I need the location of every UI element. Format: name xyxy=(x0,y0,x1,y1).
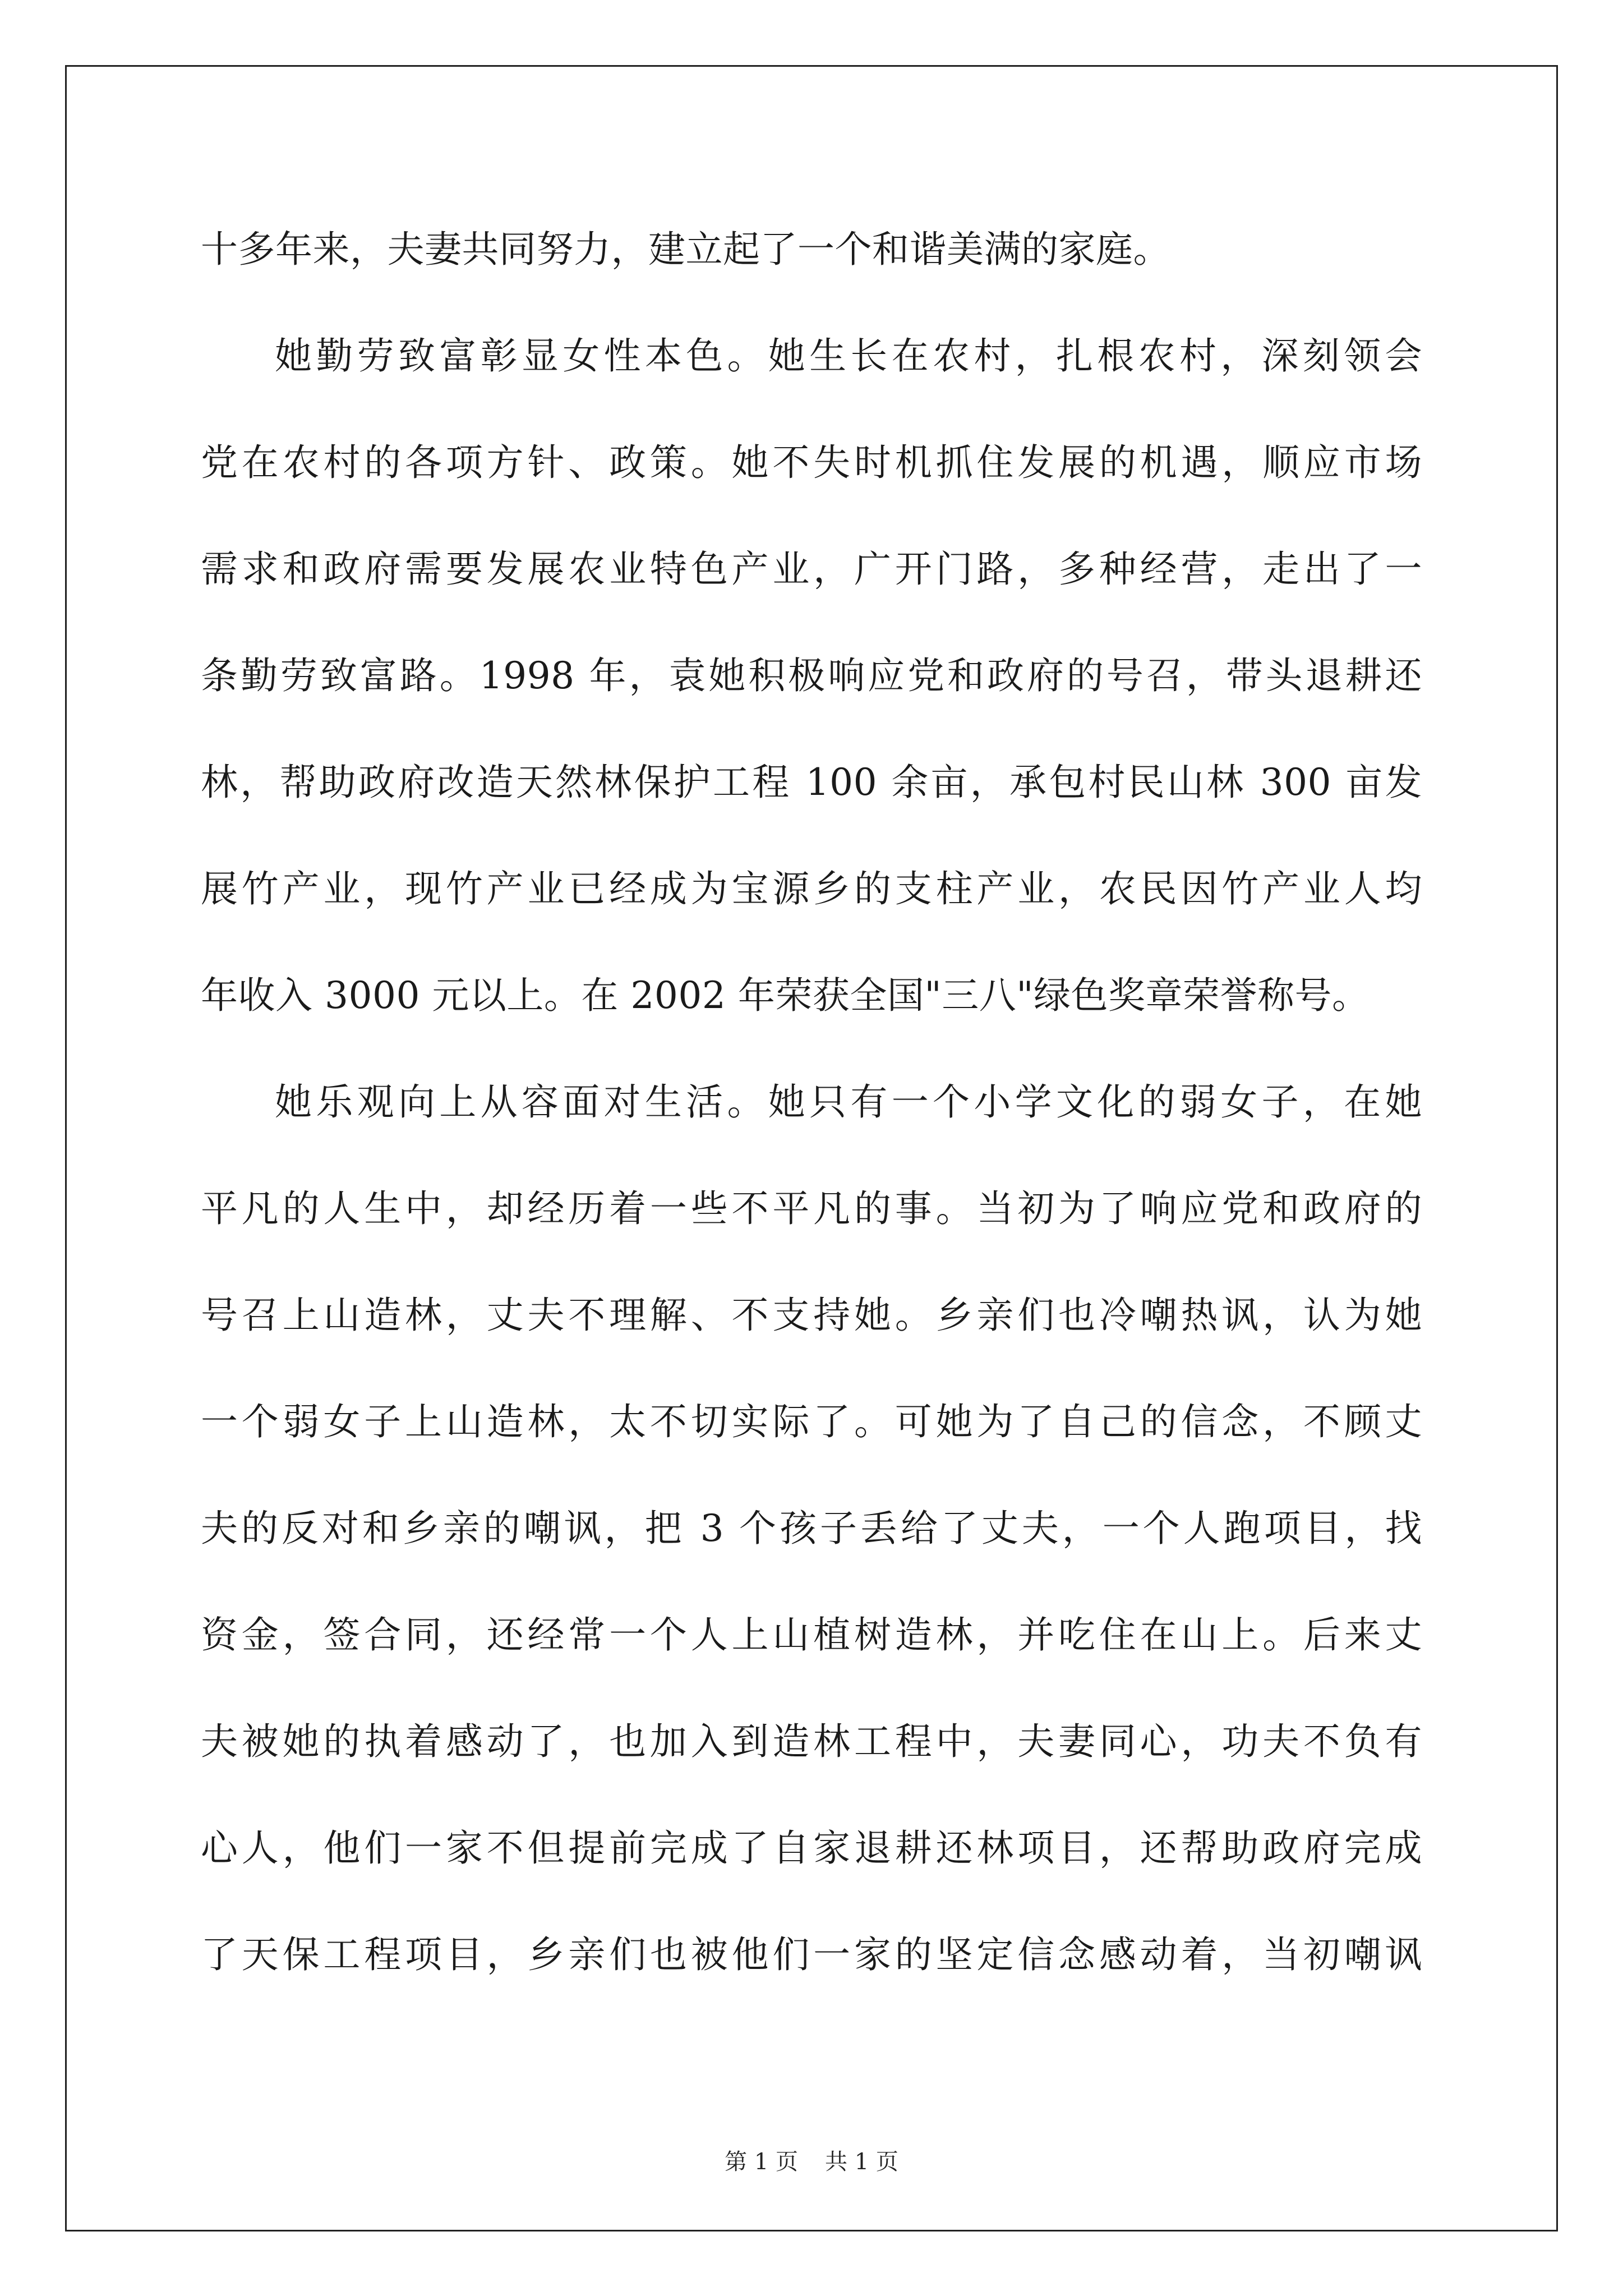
paragraph-2-line-1: 她勤劳致富彰显女性本色。她生长在农村，扎根农村，深刻领会 xyxy=(275,334,1422,378)
paragraph-2-line-5: 林，帮助政府改造天然林保护工程 100 余亩，承包村民山林 300 亩发 xyxy=(201,761,1422,804)
paragraph-3-line-9: 了天保工程项目，乡亲们也被他们一家的坚定信念感动着，当初嘲讽 xyxy=(201,1933,1422,1976)
paragraph-3-line-8: 心人，他们一家不但提前完成了自家退耕还林项目，还帮助政府完成 xyxy=(201,1826,1422,1870)
paragraph-2-line-2: 党在农村的各项方针、政策。她不失时机抓住发展的机遇，顺应市场 xyxy=(201,441,1422,484)
paragraph-3-line-3: 号召上山造林，丈夫不理解、不支持她。乡亲们也冷嘲热讽，认为她 xyxy=(201,1294,1422,1337)
page-total: 共 1 页 xyxy=(825,2149,898,2175)
document-body xyxy=(201,196,1422,2008)
paragraph-2-line-3: 需求和政府需要发展农业特色产业，广开门路，多种经营，走出了一 xyxy=(201,547,1422,591)
page-number: 第 1 页 xyxy=(725,2149,798,2175)
paragraph-2-line-6: 展竹产业，现竹产业已经成为宝源乡的支柱产业，农民因竹产业人均 xyxy=(201,867,1422,910)
paragraph-1-line-1: 十多年来，夫妻共同努力，建立起了一个和谐美满的家庭。 xyxy=(201,228,1170,271)
paragraph-2-line-4: 条勤劳致富路。1998 年，袁她积极响应党和政府的号召，带头退耕还 xyxy=(201,654,1422,697)
paragraph-3-line-5: 夫的反对和乡亲的嘲讽，把 3 个孩子丢给了丈夫，一个人跑项目，找 xyxy=(201,1507,1422,1550)
page-footer xyxy=(0,2146,1623,2178)
paragraph-3-line-4: 一个弱女子上山造林，太不切实际了。可她为了自己的信念，不顾丈 xyxy=(201,1400,1422,1443)
paragraph-2-line-7: 年收入 3000 元以上。在 2002 年荣获全国"三八"绿色奖章荣誉称号。 xyxy=(201,974,1370,1017)
paragraph-3-line-6: 资金，签合同，还经常一个人上山植树造林，并吃住在山上。后来丈 xyxy=(201,1613,1422,1657)
paragraph-3-line-2: 平凡的人生中，却经历着一些不平凡的事。当初为了响应党和政府的 xyxy=(201,1187,1422,1230)
paragraph-3-line-7: 夫被她的执着感动了，也加入到造林工程中，夫妻同心，功夫不负有 xyxy=(201,1720,1422,1763)
paragraph-3-line-1: 她乐观向上从容面对生活。她只有一个小学文化的弱女子，在她 xyxy=(275,1080,1422,1124)
